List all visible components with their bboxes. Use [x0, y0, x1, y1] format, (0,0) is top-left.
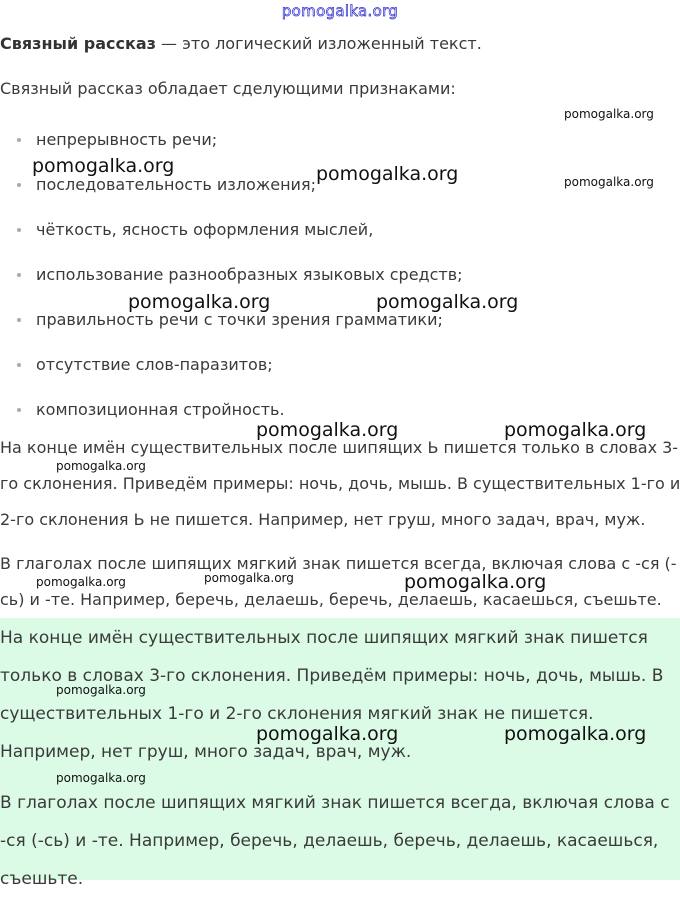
- watermark: pomogalka.org: [564, 107, 654, 121]
- watermark: pomogalka.org: [56, 771, 146, 785]
- text-line: На конце имён существительных после шипящих Ь пишется только в словах 3-: [0, 438, 679, 457]
- bullet-icon: [17, 228, 21, 232]
- definition-paragraph: [0, 26, 482, 62]
- watermark: pomogalka.org: [204, 571, 294, 585]
- text-line: съешьте.: [0, 869, 84, 889]
- list-item-text: чёткость, ясность оформления мыслей,: [36, 220, 374, 239]
- verb-rule-corrected: [0, 784, 680, 898]
- watermark: pomogalka.org: [56, 459, 146, 473]
- text-line: 2-го склонения Ь не пишется. Например, нет груш, много задач, врач, муж.: [0, 510, 646, 529]
- site-watermark: pomogalka.org: [281, 2, 399, 20]
- text-line: В глаголах после шипящих мягкий знак пишется всегда, включая слова с: [0, 793, 670, 813]
- list-item-text: композиционная стройность.: [36, 400, 285, 419]
- watermark: pomogalka.org: [256, 419, 399, 441]
- watermark: pomogalka.org: [36, 575, 126, 589]
- text-line: Например, нет груш, много задач, врач, муж.: [0, 742, 412, 762]
- features-heading: Связный рассказ обладает сделующими признаками:: [0, 79, 456, 98]
- bullet-icon: [17, 363, 21, 367]
- text-line: только в словах 3-го склонения. Приведём примеры: ночь, дочь, мышь. В: [0, 666, 664, 686]
- bullet-icon: [17, 138, 21, 142]
- watermark: pomogalka.org: [564, 175, 654, 189]
- list-item-text: правильность речи с точки зрения грамматики;: [36, 310, 443, 329]
- watermark: pomogalka.org: [128, 291, 271, 313]
- definition: — это логический изложенный текст.: [155, 34, 482, 53]
- list-item-text: использование разнообразных языковых средств;: [36, 265, 463, 284]
- bullet-icon: [17, 273, 21, 277]
- text-line: го склонения. Приведём примеры: ночь, дочь, мышь. В существительных 1-го и: [0, 474, 680, 493]
- bullet-icon: [17, 318, 21, 322]
- watermark: pomogalka.org: [504, 723, 647, 745]
- noun-rule-original: [0, 430, 680, 538]
- text-line: существительных 1-го и 2-го склонения мягкий знак не пишется.: [0, 704, 594, 724]
- watermark: pomogalka.org: [256, 723, 399, 745]
- term: Связный рассказ: [0, 34, 156, 53]
- text-line: сь) и -те. Например, беречь, делаешь, беречь, делаешь, касаешься, съешьте.: [0, 590, 662, 609]
- watermark: pomogalka.org: [404, 571, 547, 593]
- watermark: pomogalka.org: [376, 291, 519, 313]
- text-line: В глаголах после шипящих мягкий знак пишется всегда, включая слова с -ся (-: [0, 554, 677, 573]
- text-line: На конце имён существительных после шипящих мягкий знак пишется: [0, 628, 648, 648]
- watermark: pomogalka.org: [56, 683, 146, 697]
- bullet-icon: [17, 408, 21, 412]
- watermark: pomogalka.org: [32, 155, 175, 177]
- list-item-text: последовательность изложения;: [36, 175, 316, 194]
- list-item-text: отсутствие слов-паразитов;: [36, 355, 273, 374]
- watermark: pomogalka.org: [316, 163, 459, 185]
- list-item-text: непрерывность речи;: [36, 130, 218, 149]
- watermark: pomogalka.org: [504, 419, 647, 441]
- bullet-icon: [17, 183, 21, 187]
- text-line: -ся (-сь) и -те. Например, беречь, делаешь, беречь, делаешь, касаешься,: [0, 831, 659, 851]
